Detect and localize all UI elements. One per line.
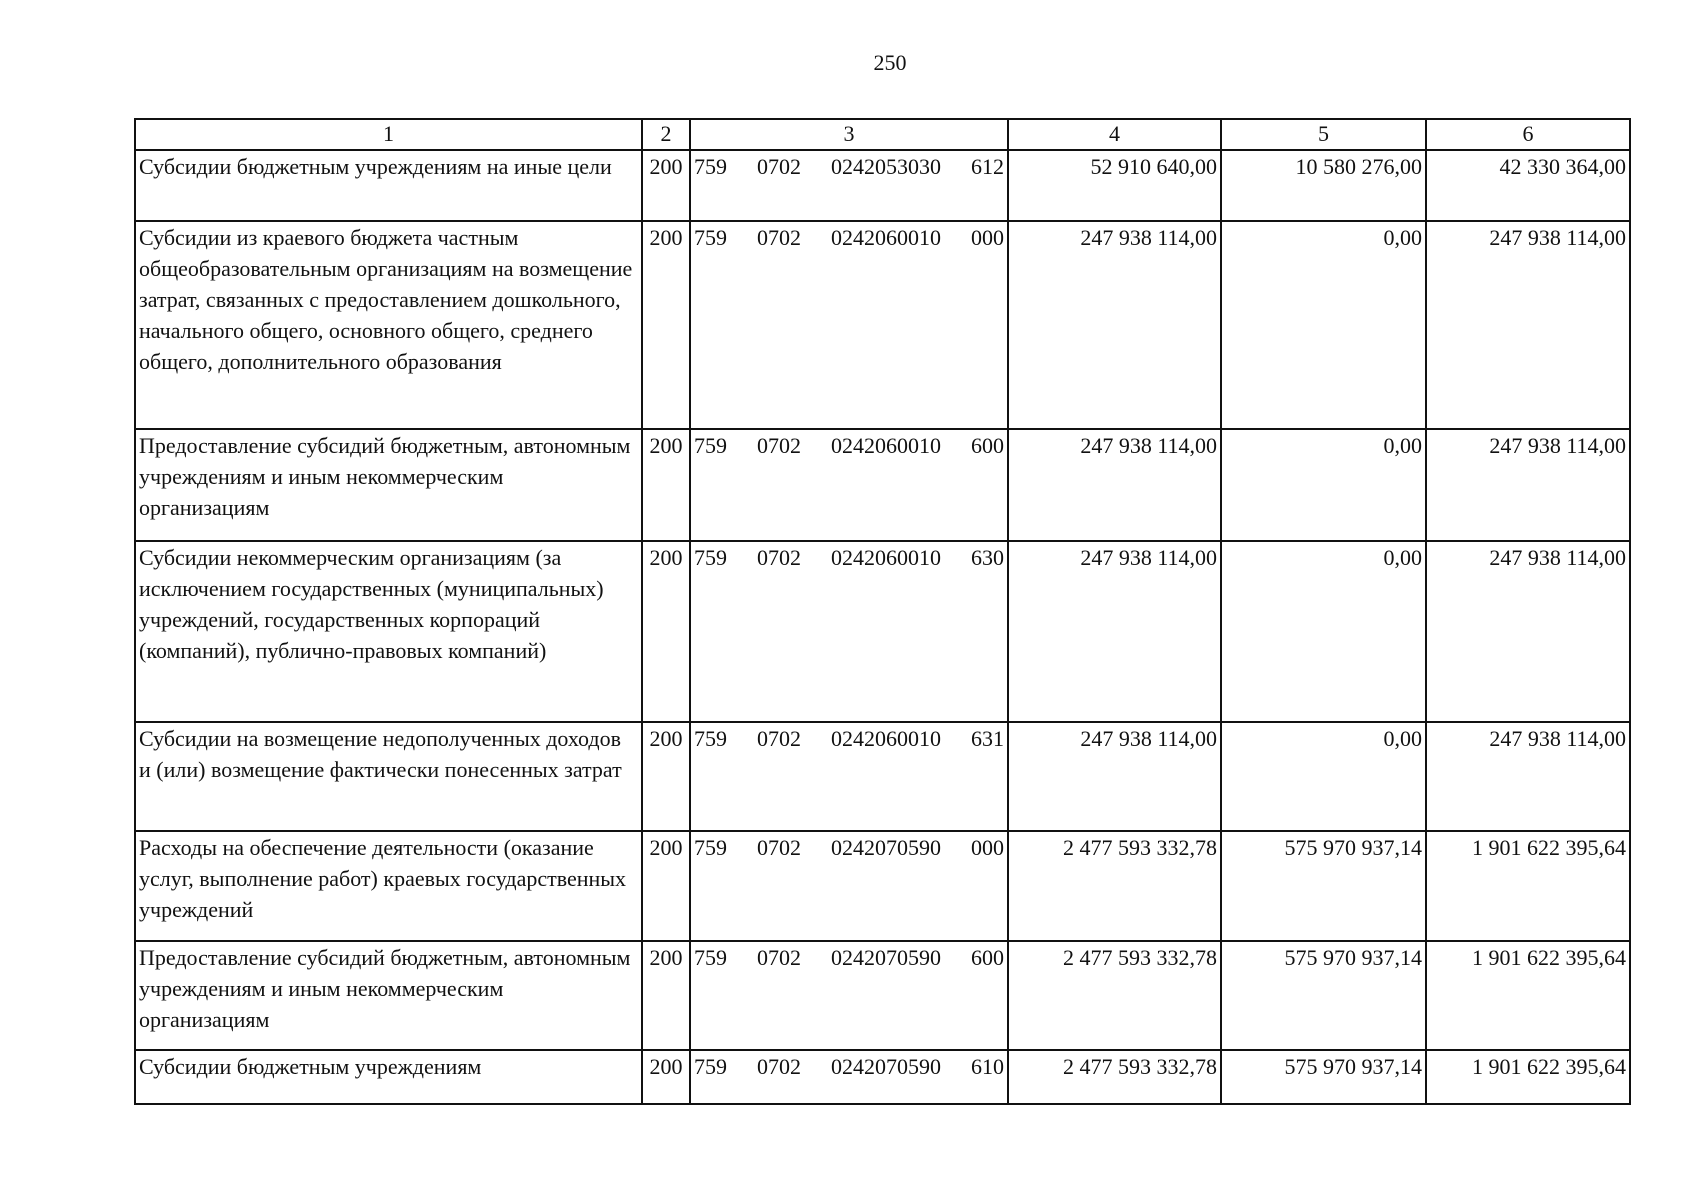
row-code-col2: 200 <box>642 221 690 429</box>
budget-table <box>134 118 1631 1105</box>
code-ved: 759 <box>694 945 727 970</box>
table-row <box>135 221 1630 429</box>
row-amount-col4: 247 938 114,00 <box>1008 429 1221 541</box>
row-description: Расходы на обеспечение деятельности (оказание услуг, выполнение работ) краевых государственных учреждений <box>135 831 642 941</box>
header-col-3: 3 <box>690 119 1008 150</box>
row-amount-col4: 247 938 114,00 <box>1008 541 1221 722</box>
code-razdel: 0702 <box>757 945 801 970</box>
header-col-1: 1 <box>135 119 642 150</box>
row-amount-col6: 247 938 114,00 <box>1426 541 1630 722</box>
row-code-col3 <box>690 541 1008 722</box>
code-csr: 0242070590 <box>831 835 941 860</box>
row-amount-col6: 247 938 114,00 <box>1426 429 1630 541</box>
code-csr: 0242070590 <box>831 1054 941 1079</box>
code-vr: 600 <box>971 945 1004 970</box>
table-row <box>135 831 1630 941</box>
row-description: Субсидии некоммерческим организациям (за исключением государственных (муниципальных) учреждений, государственных корпораций (компаний), публично-правовых компаний) <box>135 541 642 722</box>
row-code-col2: 200 <box>642 429 690 541</box>
code-vr: 600 <box>971 433 1004 458</box>
row-description: Субсидии бюджетным учреждениям <box>135 1050 642 1104</box>
code-group <box>694 942 1004 973</box>
row-amount-col4: 2 477 593 332,78 <box>1008 831 1221 941</box>
row-code-col3 <box>690 831 1008 941</box>
row-amount-col5: 575 970 937,14 <box>1221 941 1426 1050</box>
row-amount-col4: 2 477 593 332,78 <box>1008 941 1221 1050</box>
row-description: Субсидии из краевого бюджета частным общеобразовательным организациям на возмещение затрат, связанных с предоставлением дошкольного, начального общего, основного общего, среднего общего, дополнительного образования <box>135 221 642 429</box>
row-amount-col5: 0,00 <box>1221 221 1426 429</box>
code-group <box>694 151 1004 182</box>
code-ved: 759 <box>694 225 727 250</box>
code-group <box>694 1051 1004 1082</box>
code-vr: 612 <box>971 154 1004 179</box>
code-csr: 0242060010 <box>831 545 941 570</box>
code-ved: 759 <box>694 545 727 570</box>
code-csr: 0242060010 <box>831 433 941 458</box>
page-number: 250 <box>873 50 907 75</box>
row-code-col2: 200 <box>642 1050 690 1104</box>
table-row <box>135 429 1630 541</box>
code-group <box>694 542 1004 573</box>
code-vr: 630 <box>971 545 1004 570</box>
code-razdel: 0702 <box>757 433 801 458</box>
row-amount-col6: 1 901 622 395,64 <box>1426 831 1630 941</box>
row-amount-col6: 247 938 114,00 <box>1426 722 1630 831</box>
row-code-col3 <box>690 221 1008 429</box>
code-ved: 759 <box>694 726 727 751</box>
table-row <box>135 150 1630 221</box>
header-col-6: 6 <box>1426 119 1630 150</box>
code-razdel: 0702 <box>757 545 801 570</box>
row-amount-col5: 0,00 <box>1221 541 1426 722</box>
row-code-col3 <box>690 150 1008 221</box>
row-description: Субсидии бюджетным учреждениям на иные цели <box>135 150 642 221</box>
code-group <box>694 430 1004 461</box>
header-col-4: 4 <box>1008 119 1221 150</box>
row-code-col2: 200 <box>642 831 690 941</box>
code-razdel: 0702 <box>757 835 801 860</box>
row-amount-col6: 1 901 622 395,64 <box>1426 941 1630 1050</box>
code-vr: 610 <box>971 1054 1004 1079</box>
row-code-col3 <box>690 722 1008 831</box>
code-ved: 759 <box>694 154 727 179</box>
row-code-col2: 200 <box>642 150 690 221</box>
code-group <box>694 832 1004 863</box>
header-col-2: 2 <box>642 119 690 150</box>
code-razdel: 0702 <box>757 225 801 250</box>
row-amount-col4: 2 477 593 332,78 <box>1008 1050 1221 1104</box>
code-ved: 759 <box>694 433 727 458</box>
code-vr: 000 <box>971 835 1004 860</box>
code-ved: 759 <box>694 1054 727 1079</box>
code-razdel: 0702 <box>757 154 801 179</box>
code-vr: 000 <box>971 225 1004 250</box>
row-amount-col4: 247 938 114,00 <box>1008 221 1221 429</box>
row-amount-col4: 52 910 640,00 <box>1008 150 1221 221</box>
code-csr: 0242060010 <box>831 726 941 751</box>
row-code-col2: 200 <box>642 941 690 1050</box>
row-code-col3 <box>690 1050 1008 1104</box>
table-row <box>135 541 1630 722</box>
row-amount-col5: 575 970 937,14 <box>1221 831 1426 941</box>
row-amount-col6: 1 901 622 395,64 <box>1426 1050 1630 1104</box>
row-amount-col6: 42 330 364,00 <box>1426 150 1630 221</box>
budget-table-body <box>135 119 1630 1104</box>
code-razdel: 0702 <box>757 726 801 751</box>
row-code-col3 <box>690 941 1008 1050</box>
table-row <box>135 1050 1630 1104</box>
code-csr: 0242060010 <box>831 225 941 250</box>
row-code-col3 <box>690 429 1008 541</box>
row-description: Субсидии на возмещение недополученных доходов и (или) возмещение фактически понесенных затрат <box>135 722 642 831</box>
code-csr: 0242053030 <box>831 154 941 179</box>
row-amount-col4: 247 938 114,00 <box>1008 722 1221 831</box>
code-razdel: 0702 <box>757 1054 801 1079</box>
code-group <box>694 723 1004 754</box>
table-row <box>135 941 1630 1050</box>
table-row <box>135 722 1630 831</box>
code-ved: 759 <box>694 835 727 860</box>
row-amount-col5: 0,00 <box>1221 722 1426 831</box>
row-amount-col5: 0,00 <box>1221 429 1426 541</box>
row-amount-col5: 575 970 937,14 <box>1221 1050 1426 1104</box>
code-vr: 631 <box>971 726 1004 751</box>
row-description: Предоставление субсидий бюджетным, автономным учреждениям и иным некоммерческим организациям <box>135 941 642 1050</box>
row-amount-col6: 247 938 114,00 <box>1426 221 1630 429</box>
code-group <box>694 222 1004 253</box>
row-amount-col5: 10 580 276,00 <box>1221 150 1426 221</box>
header-col-5: 5 <box>1221 119 1426 150</box>
row-code-col2: 200 <box>642 722 690 831</box>
code-csr: 0242070590 <box>831 945 941 970</box>
row-code-col2: 200 <box>642 541 690 722</box>
row-description: Предоставление субсидий бюджетным, автономным учреждениям и иным некоммерческим организациям <box>135 429 642 541</box>
table-header-row <box>135 119 1630 150</box>
